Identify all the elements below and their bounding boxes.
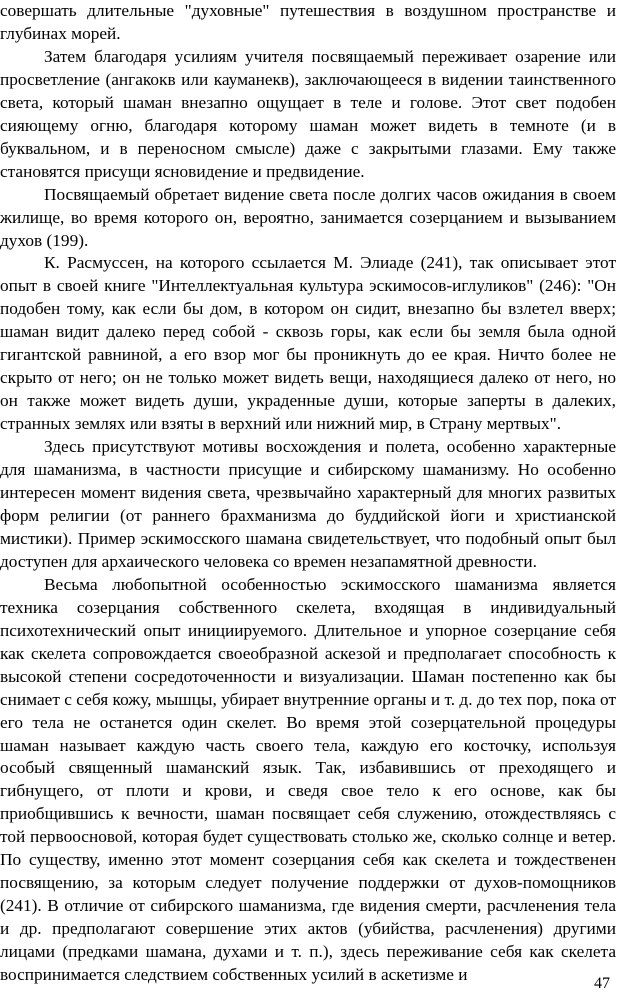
page-number: 47 bbox=[594, 975, 610, 992]
paragraph-vision-of-light: Посвящаемый обретает видение света после долгих часов ожидания в своем жилище, во время которого он, вероятно, занимается созерцанием и вызыванием духов (199). bbox=[0, 184, 616, 250]
paragraph-ascension-motifs: Здесь присутствуют мотивы восхождения и полета, особенно характерные для шаманизма, в частности присущие и сибирскому шаманизму. Но особенно интересен момент видения света, чрезвычайно характерный для многих развитых форм религии (от раннего брахманизма до буддийской йоги и христианской мистики). Пример эскимосского шамана свидетельствует, что подобный опыт был доступен для архаического человека со времен незапамятной древности. bbox=[0, 437, 616, 571]
paragraph-skeleton-contemplation: Весьма любопытной особенностью эскимосского шаманизма является техника созерцания собственного скелета, входящая в индивидуальный психотехнический опыт инициируемого. Длительное и упорное созерцание себя как скелета сопровождается своеобразной аскезой и предполагает способность к высокой степени сосредоточенности и визуализации. Шаман постепенно как бы снимает с себя кожу, мышцы, убирает внутренние органы и т. д. до тех пор, пока от его тела не останется один скелет. Во время этой созерцательной процедуры шаман называет каждую часть своего тела, каждую его косточку, используя особый священный шаманский язык. Так, избавившись от преходящего и гибнущего, от плоти и крови, и сведя свое тело к его основе, как бы приобщившись к вечности, шаман посвящает себя служению, отождествляясь с той первоосновой, которая будет существовать столько же, сколько солнце и ветер. По существу, именно этот момент созерцания себя как скелета и тождественен посвящению, за которым следует получение поддержки от духов-помощников (241). В отличие от сибирского шаманизма, где видения смерти, расчленения тела и др. предполагают совершение этих актов (убийства, расчленения) другими лицами (предками шамана, духами и т. п.), здесь переживание себя как скелета воспринимается следствием собственных усилий в аскетизме и bbox=[0, 574, 616, 985]
paragraph-illumination: Затем благодаря усилиям учителя посвящаемый переживает озарение или просветление (ангакокв или кауманекв), заключающееся в видении таинственного света, который шаман внезапно ощущает в теле и голове. Этот свет подобен сияющему огню, благодаря которому шаман может видеть в темноте (и в буквальном, и в переносном смысле) даже с закрытыми глазами. Ему также становятся присущи ясновидение и предвидение. bbox=[0, 46, 616, 181]
paragraph-rasmussen-quote: К. Расмуссен, на которого ссылается М. Элиаде (241), так описывает этот опыт в своей книге "Интеллектуальная культура эскимосов-иглуликов" (246): "Он подобен тому, как если бы дом, в котором он сидит, внезапно бы взлетел вверх; шаман видит далеко перед собой - сквозь горы, как если бы земля была одной гигантской равниной, а его взор мог бы проникнуть до ее края. Ничто более не скрыто от него; он не только может видеть вещи, находящиеся далеко от него, но он также может видеть души, украденные души, которые заперты в далеких, странных землях или взяты в верхний или нижний мир, в Страну мертвых". bbox=[0, 253, 616, 434]
paragraph-continuation: совершать длительные "духовные" путешествия в воздушном пространстве и глубинах морей. bbox=[0, 1, 616, 43]
